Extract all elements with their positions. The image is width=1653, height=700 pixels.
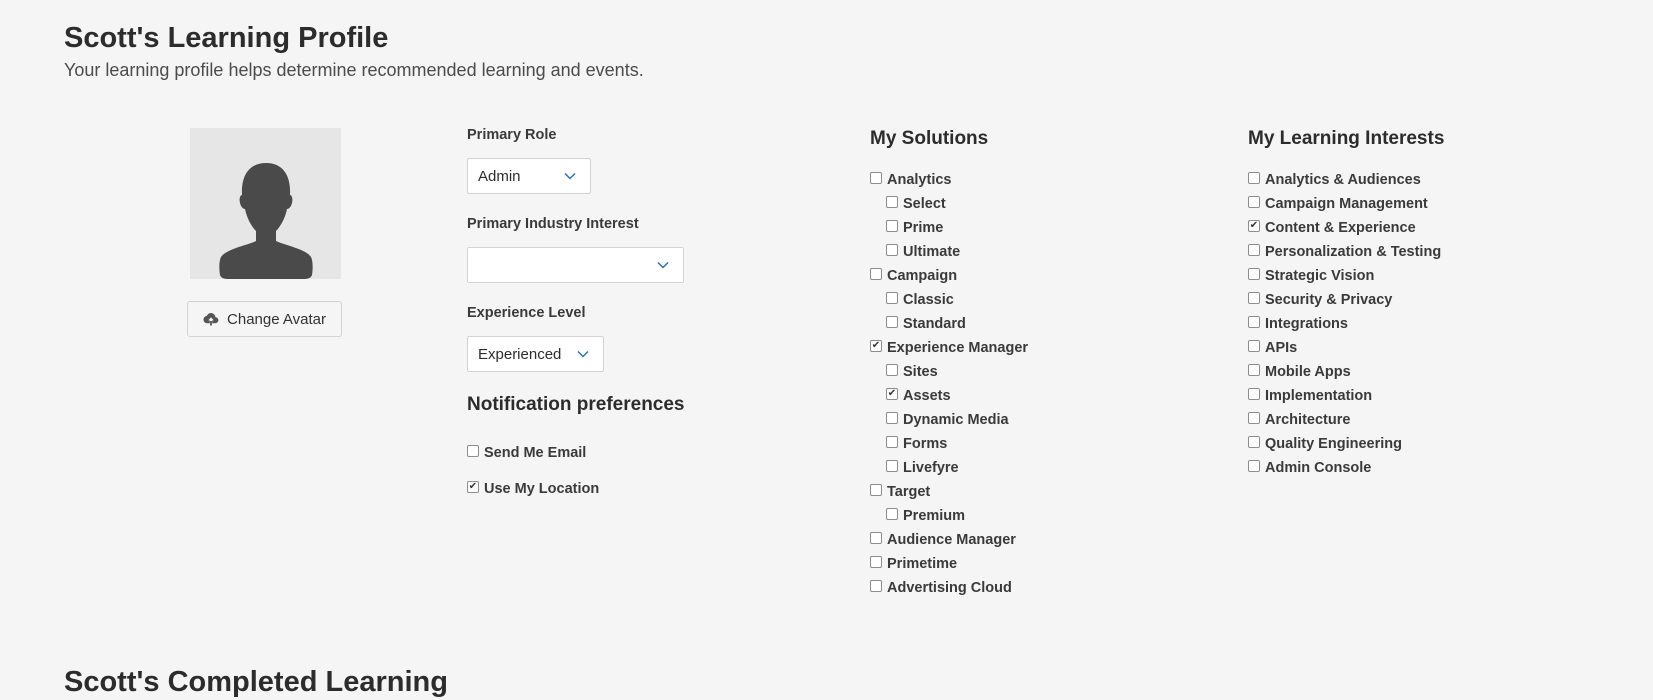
- solution-item[interactable]: [870, 576, 1230, 600]
- checkbox[interactable]: [1248, 436, 1260, 448]
- profile-form: [467, 126, 827, 507]
- interest-item[interactable]: [1248, 336, 1608, 360]
- experience-select[interactable]: [467, 336, 604, 372]
- solution-label: Audience Manager: [887, 532, 1016, 548]
- interest-item[interactable]: [1248, 456, 1608, 480]
- checkbox-checked[interactable]: ✔: [887, 388, 897, 399]
- solution-label: Select: [903, 196, 946, 212]
- checkbox[interactable]: [886, 508, 898, 520]
- solution-label: Experience Manager: [887, 340, 1029, 356]
- solution-label: Dynamic Media: [903, 412, 1009, 428]
- solution-item[interactable]: [870, 216, 1230, 240]
- solution-label: Ultimate: [903, 244, 961, 260]
- primary-role-value: Admin: [478, 167, 521, 185]
- solution-item[interactable]: [870, 432, 1230, 456]
- checkbox[interactable]: [1248, 316, 1260, 328]
- interest-item[interactable]: [1248, 192, 1608, 216]
- interest-item[interactable]: [1248, 216, 1608, 240]
- solution-label: Analytics: [887, 172, 952, 188]
- solution-item[interactable]: [870, 480, 1230, 504]
- checkbox[interactable]: [870, 580, 882, 592]
- page-title: Scott's Learning Profile: [64, 22, 389, 54]
- interest-item[interactable]: [1248, 408, 1608, 432]
- person-silhouette-icon: [218, 161, 314, 279]
- completed-learning-heading: Scott's Completed Learning: [64, 666, 448, 698]
- notification-label: Send Me Email: [484, 445, 587, 461]
- interest-label: Quality Engineering: [1265, 436, 1402, 452]
- primary-role-label: Primary Role: [467, 127, 557, 143]
- interest-label: Implementation: [1265, 388, 1373, 404]
- interests-list: [1248, 168, 1608, 480]
- solution-item[interactable]: [870, 384, 1230, 408]
- checkbox[interactable]: [870, 268, 882, 280]
- checkbox[interactable]: [870, 532, 882, 544]
- solution-item[interactable]: [870, 288, 1230, 312]
- change-avatar-button[interactable]: [187, 301, 342, 337]
- checkbox-checked[interactable]: ✔: [871, 340, 881, 351]
- checkbox[interactable]: [886, 412, 898, 424]
- checkbox[interactable]: [1248, 172, 1260, 184]
- checkbox[interactable]: [886, 244, 898, 256]
- solution-item[interactable]: [870, 264, 1230, 288]
- page-subtitle: Your learning profile helps determine recommended learning and events.: [64, 60, 644, 80]
- interest-label: Personalization & Testing: [1265, 244, 1442, 260]
- solution-item[interactable]: [870, 336, 1230, 360]
- avatar: [190, 128, 341, 279]
- interest-label: Campaign Management: [1265, 196, 1428, 212]
- solution-label: Forms: [903, 436, 948, 452]
- solution-item[interactable]: [870, 552, 1230, 576]
- checkbox[interactable]: [886, 292, 898, 304]
- checkbox[interactable]: [886, 316, 898, 328]
- checkbox[interactable]: [870, 484, 882, 496]
- notification-item[interactable]: [467, 471, 827, 507]
- solution-item[interactable]: [870, 528, 1230, 552]
- interest-label: Content & Experience: [1265, 220, 1416, 236]
- solution-label: Prime: [903, 220, 944, 236]
- solution-label: Sites: [903, 364, 938, 380]
- checkbox[interactable]: [870, 556, 882, 568]
- interest-item[interactable]: [1248, 240, 1608, 264]
- primary-role-select[interactable]: [467, 158, 591, 194]
- interest-item[interactable]: [1248, 312, 1608, 336]
- interest-label: Integrations: [1265, 316, 1348, 332]
- cloud-upload-icon: [203, 312, 219, 326]
- solution-item[interactable]: [870, 504, 1230, 528]
- solution-item[interactable]: [870, 456, 1230, 480]
- checkbox[interactable]: [1248, 244, 1260, 256]
- page-header: [64, 20, 644, 82]
- solution-label: Assets: [903, 388, 951, 404]
- interest-label: Mobile Apps: [1265, 364, 1351, 380]
- checkbox[interactable]: [870, 172, 882, 184]
- experience-label: Experience Level: [467, 305, 586, 321]
- checkbox-checked[interactable]: ✔: [1249, 220, 1259, 231]
- checkbox[interactable]: [1248, 412, 1260, 424]
- solutions-list: [870, 168, 1230, 600]
- solutions-section: [870, 127, 1230, 600]
- checkbox[interactable]: [1248, 388, 1260, 400]
- checkbox[interactable]: [886, 460, 898, 472]
- interest-item[interactable]: [1248, 288, 1608, 312]
- solution-item[interactable]: [870, 168, 1230, 192]
- avatar-section: [187, 128, 347, 337]
- solution-item[interactable]: [870, 240, 1230, 264]
- solution-label: Standard: [903, 316, 966, 332]
- interest-item[interactable]: [1248, 360, 1608, 384]
- interest-item[interactable]: [1248, 432, 1608, 456]
- checkbox[interactable]: [886, 364, 898, 376]
- notification-item[interactable]: [467, 435, 827, 471]
- interests-heading: My Learning Interests: [1248, 128, 1445, 149]
- solution-item[interactable]: [870, 192, 1230, 216]
- solution-label: Classic: [903, 292, 954, 308]
- change-avatar-label: Change Avatar: [227, 310, 326, 328]
- solution-label: Primetime: [887, 556, 958, 572]
- interest-label: Architecture: [1265, 412, 1351, 428]
- checkbox[interactable]: [1248, 460, 1260, 472]
- checkbox[interactable]: [1248, 268, 1260, 280]
- interest-label: Admin Console: [1265, 460, 1372, 476]
- checkbox[interactable]: [1248, 364, 1260, 376]
- solution-label: Premium: [903, 508, 966, 524]
- notification-list: [467, 435, 827, 507]
- chevron-down-icon: [657, 261, 669, 269]
- interests-section: [1248, 127, 1608, 480]
- interest-label: APIs: [1265, 340, 1298, 356]
- interest-label: Analytics & Audiences: [1265, 172, 1421, 188]
- solution-label: Target: [887, 484, 931, 500]
- interest-label: Security & Privacy: [1265, 292, 1393, 308]
- solution-label: Advertising Cloud: [887, 580, 1012, 596]
- interest-label: Strategic Vision: [1265, 268, 1375, 284]
- solution-item[interactable]: [870, 408, 1230, 432]
- industry-select[interactable]: [467, 247, 684, 283]
- checkbox[interactable]: [886, 196, 898, 208]
- solution-label: Campaign: [887, 268, 958, 284]
- interest-item[interactable]: [1248, 264, 1608, 288]
- notification-heading: Notification preferences: [467, 394, 685, 415]
- solution-label: Livefyre: [903, 460, 959, 476]
- solution-item[interactable]: [870, 312, 1230, 336]
- chevron-down-icon: [577, 350, 589, 358]
- checkbox-checked[interactable]: ✔: [468, 481, 478, 492]
- checkbox[interactable]: [467, 445, 479, 457]
- chevron-down-icon: [564, 172, 576, 180]
- solution-item[interactable]: [870, 360, 1230, 384]
- industry-label: Primary Industry Interest: [467, 216, 639, 232]
- checkbox[interactable]: [1248, 292, 1260, 304]
- experience-value: Experienced: [478, 345, 562, 363]
- checkbox[interactable]: [1248, 196, 1260, 208]
- interest-item[interactable]: [1248, 384, 1608, 408]
- interest-item[interactable]: [1248, 168, 1608, 192]
- checkbox[interactable]: [886, 436, 898, 448]
- solutions-heading: My Solutions: [870, 128, 989, 149]
- checkbox[interactable]: [886, 220, 898, 232]
- notification-label: Use My Location: [484, 481, 600, 497]
- checkbox[interactable]: [1248, 340, 1260, 352]
